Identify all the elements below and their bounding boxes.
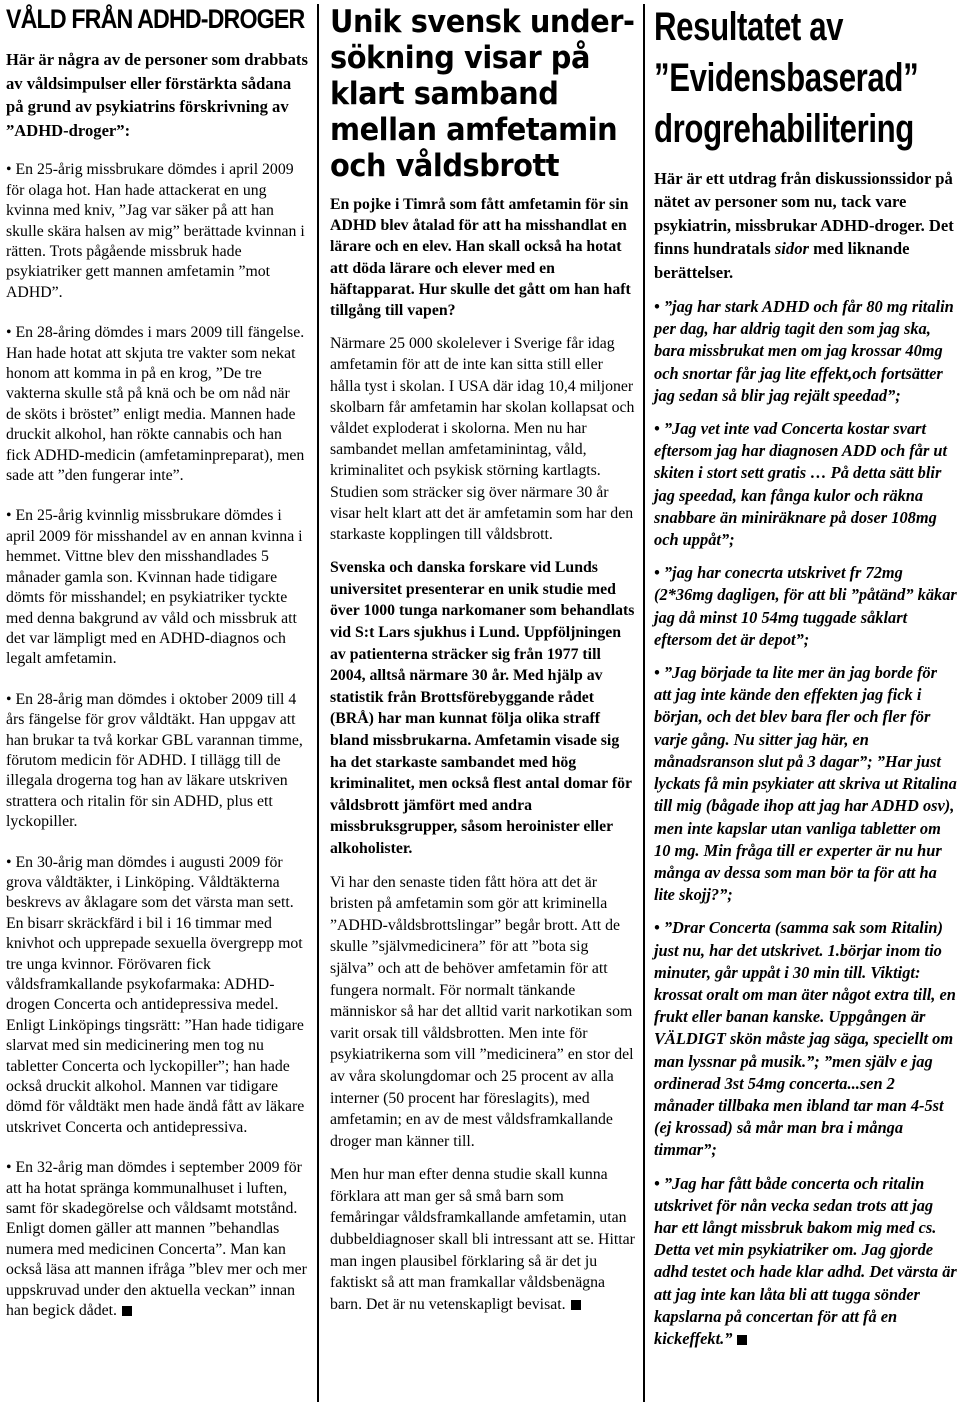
- case-item: [6, 1158, 308, 1321]
- quote-item: • ”Jag började ta lite mer än jag borde för att jag inte kände den effekten jag fick i början, och det blev bara fler och fler för varje gång. Nu sitter jag här, en månadsranson slut på 3 dagar”; ”Har just lyckats få min psykiater att skriva ut Ritalina till mig (bågade ihop att jag har ADHD osv), men inte kapslar utan vanliga tabletter om 10 mg. Min fråga till er experter är nu hur många av dessa som man bör ta för att ha lite skojj?”;: [654, 663, 957, 905]
- headline-left: VÅLD FRÅN ADHD-DROGER: [6, 4, 305, 34]
- quote-item: • ”jag har stark ADHD och får 80 mg ritalin per dag, har aldrig tagit den som jag ska, bara missbrukat men om jag krossar 40mg och snortar får jag lite effekt,och fortsätter jag sedan så blir jag rejält speedad”;: [654, 297, 954, 405]
- quote-item: • ”Drar Concerta (samma sak som Ritalin) just nu, har det utskrivet. 1.börjar inom tio minuter, går uppåt i 30 min till. Viktigt: krossat oralt om man äter något extra till, en frukt eller banan kanske. Uppgången är VÄLDIGT skön måste jag säga, speciellt om man lyssnar på musik.”; ”men själv e jag ordinerad 3st 54mg concerta...sen 2 månader tillbaka men ibland tar man 4-5st (ej krossad) så mår man bra i många timmar”;: [654, 918, 956, 1160]
- lead-text: En pojke i Timrå som fått amfetamin för sin ADHD blev åtalad för att ha misshandlat en lärare och en elev. Han skall också ha hotat att döda lärare och elever med en häftapparat. Hur skulle det gått om han haft tillgång till vapen?: [330, 196, 631, 320]
- case-item: • En 30-årig man dömdes i augusti 2009 för grova våldtäkter, i Linköping. Våldtäkterna beskrevs av åklagare som det värsta man sett. En bisarr skräckfärd i bil i 16 timmar med knivhot och upprepade sexuella övergrepp mot tre unga kvinnor. Förövaren fick våldsframkallande psykofarmaka: ADHD-drogen Concerta och antidepressiva medel. Enligt Linköpings tingsrätt: ”Han hade tidigare slarvat med sin medicinering men tog nu tabletter Concerta och lyckopiller”; han hade också druckit alkohol. Mannen var tidigare dömd för våldtäkt men hade ändå fått av läkare utskrivet Concerta och antidepressiva.: [6, 853, 305, 1136]
- headline-right: Resultatet av ”Evidensbaserad” drogrehabilitering: [654, 5, 919, 151]
- lead-text-a: Här är ett utdrag från diskussionssidor på nätet av personer som nu, tack vare psykiatrin, missbrukar ADHD-droger. Det finns hundratals: [654, 169, 954, 259]
- case-item: • En 28-årig man dömdes i oktober 2009 till 4 års fängelse för grov våldtäkt. Han uppgav att han brukar ta två korkar GBL varannan timme, förutom medicin för ADHD. I tillägg till de illegala drogerna tog han av läkare utskriven strattera och ritalin för sin ADHD, plus ett lyckopiller.: [6, 690, 303, 831]
- column-right: [648, 0, 960, 1361]
- end-mark-icon: [571, 1300, 581, 1310]
- headline-middle: Unik svensk under- sökning visar på klart samband mellan amfetamin och våldsbrott: [330, 4, 635, 184]
- quote-item: • ”jag har conecrta utskrivet fr 72mg (2*36mg dagligen, för att bli ”påtänd” käkar jag då minst 10 54mg tuggade såklart eftersom det är depot”;: [654, 563, 957, 649]
- end-mark-icon: [737, 1335, 747, 1345]
- case-item: • En 28-åring dömdes i mars 2009 till fängelse. Han hade hotat att skjuta tre vakter som nekat honom att komma in på en krog, ”De tre vakterna skulle stå på knä och be om nåd när de sköts i bröstet” enligt media. Mannen hade druckit alkohol, han rökte cannabis och han fick ADHD-medicin (amfetaminpreparat), men sade att ”den fungerar inte”.: [6, 324, 305, 485]
- quote-item: • ”Jag vet inte vad Concerta kostar svart eftersom jag har diagnosen ADD och får ut skiten i stort sett gratis … På detta sätt blir jag speedad, kan fånga kulor och räkna snabbare än miniräknare på doser 108mg och uppåt”;: [654, 419, 948, 550]
- quote-item-text: • ”Jag har fått både concerta och ritalin utskrivet för nån vecka sedan trots att jag har ett långt missbruk bakom mig med cs. Detta vet min psykiatriker om. Jag gjorde adhd testet och hade klar adhd. Det värsta är att jag inte kan låta bli att tugga sönder kapslarna på concertan för att få en kickeffekt.”: [654, 1173, 957, 1348]
- paragraph: [330, 1164, 636, 1315]
- paragraph-text: Men hur man efter denna studie skall kunna förklara att man ger så små barn som femåringar våldsframkallande amfetamin, utan dubbeldiagnoser skall bli intressant att se. Hittar man ingen plausibel förklaring så är det ju faktiskt så att man framkallar våldsbenägna barn. Det är nu vetenskapligt bevisat.: [330, 1166, 635, 1313]
- end-mark-icon: [122, 1306, 132, 1316]
- column-divider-1: [317, 4, 319, 1402]
- lead-text-b: sidor: [774, 239, 809, 259]
- column-divider-2: [643, 4, 645, 1402]
- case-item: • En 25-årig missbrukare dömdes i april 2009 för olaga hot. Han hade attackerat en ung kvinna med kniv, ”Jag var säker på att han skulle skära halsen av mig” berättade kvinnan i rätten. Trots pågående missbruk hade psykiatriker gett mannen amfetamin ”mot ADHD”.: [6, 161, 305, 301]
- quote-item: [654, 1173, 958, 1351]
- column-left: [0, 0, 314, 1322]
- case-item: • En 25-årig kvinnlig missbrukare dömdes i april 2009 för misshandel av en annan kvinna i hemmet. Vittne blev den misshandlades 5 månader gamla son. Kvinnan hade tidigare dömts för misshandel; en psykiatriker tyckte med denna bakgrund av våld och missbruk att det var lämpligt med en ADHD-diagnos och legalt amfetamin.: [6, 507, 303, 668]
- intro-text: Här är några av de personer som drabbats av våldsimpulser eller förstärkta sådana på grund av psykiatrins förskrivning av ”ADHD-droger”:: [6, 50, 308, 140]
- column-middle: [322, 0, 640, 1315]
- paragraph: Vi har den senaste tiden fått höra att det är bristen på amfetamin som gör att kriminella ”ADHD-våldsbrottslingar” begår brott. Att de skulle ”självmedicinera” för att ”bota sig själva” och att de behöver amfetamin för att fungera normalt. För normalt tänkande människor så har det alltid varit narkotikan som varit orsak till våldsbrotten. Men inte för psykiatrikerna som vill ”medicinera” en stor del av våra skolungdomar och 25 procent av alla interner (50 procent har föreslagits), med amfetamin; en av de mest våldsframkallande droger man känner till.: [330, 873, 634, 1150]
- lead-text-c: med liknande berättelser.: [654, 239, 910, 282]
- paragraph: Närmare 25 000 skolelever i Sverige får idag amfetamin för att de inte kan sitta still eller hålla tyst i skolan. I USA där idag 10,4 miljoner skolbarn får amfetamin har skolan kollapsat och våldet exploderat i skolorna. Men nu har sambandet mellan amfetaminintag, våld, kriminalitet och psykisk störning kartlagts. Studien som sträcker sig över närmare 30 år visar helt klart att det är amfetamin som har den starkaste kopplingen till våldsbrott.: [330, 335, 635, 544]
- paragraph-bold: Svenska och danska forskare vid Lunds universitet presenterar en unik studie med över 1000 tunga narkomaner som behandlats vid S:t Lars sjukhus i Lund. Uppföljningen av patienterna sträcker sig från 1977 till 2004, alltså närmare 30 år. Med hjälp av statistik från Brottsförebyggande rådet (BRÅ) har man kunnat följa olika straff bland missbrukarna. Amfetamin visade sig ha det starkaste sambandet med hög kriminalitet, men också flest antal domar för våldsbrott jämfört med andra missbruksgrupper, såsom heroinister eller alkoholister.: [330, 559, 635, 857]
- lead-text: [654, 167, 958, 284]
- case-item-text: • En 32-årig man dömdes i september 2009 för att ha hotat spränga kommunalhuset i luften, samt för skadegörelse och våldsamt motstånd. Enligt domen gäller att mannen ”behandlas numera med medicinen Concerta”. Man kan också läsa att mannen ifråga ”blev mer och mer uppskruvad under den aktuella veckan” innan han begick dådet.: [6, 1159, 307, 1320]
